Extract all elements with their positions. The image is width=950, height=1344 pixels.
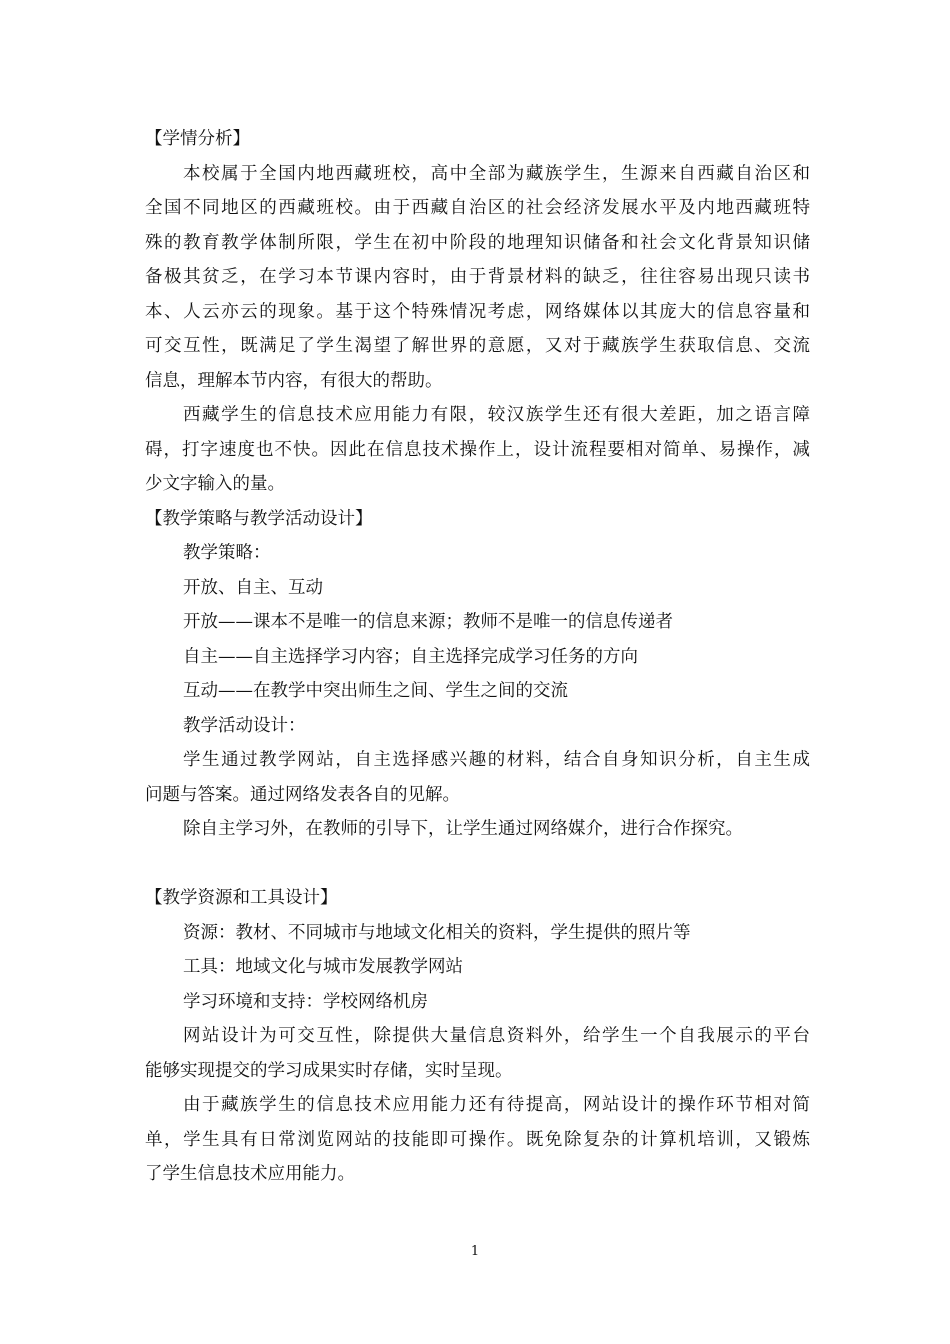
paragraph-line: 教学策略： — [183, 543, 271, 563]
paragraph-line: 本、人云亦云的现象。基于这个特殊情况考虑，网络媒体以其庞大的信息容量和 — [145, 301, 810, 322]
paragraph-line: 学习环境和支持：学校网络机房 — [183, 991, 428, 1012]
paragraph-line: 教学活动设计： — [183, 715, 306, 736]
paragraph-line: 资源：教材、不同城市与地域文化相关的资料，学生提供的照片等 — [183, 922, 691, 943]
paragraph-line: 信息，理解本节内容，有很大的帮助。 — [145, 370, 443, 391]
paragraph-line: 工具：地域文化与城市发展教学网站 — [183, 957, 463, 977]
paragraph-line: 学生通过教学网站，自主选择感兴趣的材料，结合自身知识分析，自主生成 — [183, 750, 810, 770]
paragraph-line: 问题与答案。通过网络发表各自的见解。 — [145, 784, 460, 805]
paragraph — [145, 157, 810, 399]
paragraph-line: 除自主学习外，在教师的引导下，让学生通过网络媒介，进行合作探究。 — [183, 819, 743, 839]
paragraph — [145, 950, 810, 985]
blank-line — [145, 847, 810, 882]
paragraph — [145, 916, 810, 951]
page-number: 1 — [470, 1244, 480, 1259]
paragraph-line: 自主——自主选择学习内容；自主选择完成学习任务的方向 — [183, 646, 638, 667]
paragraph-line: 由于藏族学生的信息技术应用能力还有待提高，网站设计的操作环节相对简 — [183, 1095, 810, 1115]
section-heading: 【学情分析】 — [145, 129, 250, 149]
paragraph-line: 碍，打字速度也不快。因此在信息技术操作上，设计流程要相对简单、易操作，减 — [145, 439, 810, 460]
paragraph — [145, 640, 810, 675]
paragraph — [145, 709, 810, 744]
paragraph-line: 备极其贫乏，在学习本节课内容时，由于背景材料的缺乏，往往容易出现只读书 — [145, 267, 810, 287]
section-heading: 【教学资源和工具设计】 — [145, 888, 338, 908]
document-body — [145, 122, 810, 1192]
paragraph-line: 网站设计为可交互性，除提供大量信息资料外，给学生一个自我展示的平台 — [183, 1026, 810, 1046]
paragraph-line: 开放——课本不是唯一的信息来源；教师不是唯一的信息传递者 — [183, 612, 673, 632]
paragraph — [145, 743, 810, 812]
paragraph-line: 单，学生具有日常浏览网站的技能即可操作。既免除复杂的计算机培训，又锻炼 — [145, 1129, 810, 1150]
section-heading: 【教学策略与教学活动设计】 — [145, 508, 373, 529]
paragraph — [145, 605, 810, 640]
paragraph — [145, 398, 810, 502]
paragraph — [145, 812, 810, 847]
paragraph-line: 殊的教育教学体制所限，学生在初中阶段的地理知识储备和社会文化背景知识储 — [145, 232, 810, 253]
paragraph-line: 本校属于全国内地西藏班校，高中全部为藏族学生，生源来自西藏自治区和 — [183, 163, 810, 184]
paragraph-line: 全国不同地区的西藏班校。由于西藏自治区的社会经济发展水平及内地西藏班特 — [145, 198, 810, 218]
paragraph — [145, 571, 810, 606]
paragraph — [145, 1088, 810, 1192]
paragraph — [145, 1019, 810, 1088]
paragraph-line: 互动——在教学中突出师生之间、学生之间的交流 — [183, 681, 568, 701]
paragraph-line: 少文字输入的量。 — [145, 474, 285, 494]
paragraph — [145, 985, 810, 1020]
paragraph-line: 开放、自主、互动 — [183, 577, 323, 598]
paragraph-line: 能够实现提交的学习成果实时存储，实时呈现。 — [145, 1060, 513, 1081]
paragraph-line: 西藏学生的信息技术应用能力有限，较汉族学生还有很大差距，加之语言障 — [183, 405, 810, 425]
paragraph — [145, 674, 810, 709]
paragraph-line: 了学生信息技术应用能力。 — [145, 1164, 355, 1184]
paragraph — [145, 536, 810, 571]
paragraph-line: 可交互性，既满足了学生渴望了解世界的意愿，又对于藏族学生获取信息、交流 — [145, 336, 810, 356]
